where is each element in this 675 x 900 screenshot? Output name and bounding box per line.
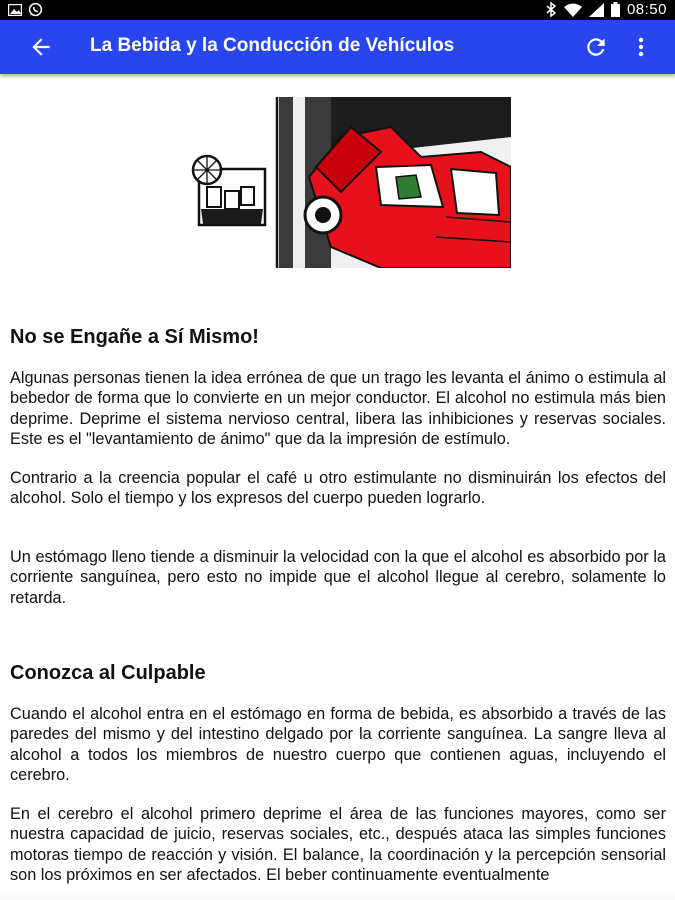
battery-icon <box>611 2 620 17</box>
bluetooth-icon <box>546 2 557 17</box>
paragraph: Un estómago lleno tiende a disminuir la velocidad con la que el alcohol es absorbido por la corriente sanguínea, pero esto no impide que el alcohol llegue al cerebro, solamente lo retarda. <box>10 548 666 607</box>
status-left-icons <box>8 2 43 17</box>
article-content[interactable] <box>0 74 675 900</box>
back-arrow-icon[interactable] <box>28 34 54 60</box>
app-bar <box>0 20 675 74</box>
section-heading: Conozca al Culpable <box>10 662 206 684</box>
overflow-menu-icon[interactable] <box>630 34 652 60</box>
image-icon <box>8 4 22 16</box>
crashed-car-icon <box>279 97 511 268</box>
bottom-fade <box>0 888 675 900</box>
section-heading: No se Engañe a Sí Mismo! <box>10 326 259 348</box>
paragraph: Contrario a la creencia popular el café u otro estimulante no disminuirán los efectos del alcohol. Solo el tiempo y los expresos del cuerpo pueden lograrlo. <box>10 469 666 508</box>
paragraph: Algunas personas tienen la idea errónea de que un trago les levanta el ánimo o estimula al bebedor de forma que lo convierte en un mejor conductor. El alcohol no estimula más bien deprime. Deprime el sistema nervioso central, libera las inhibiciones y reservas sociales. Este es el "levantamiento de ánimo" que da la impresión de estímulo. <box>10 369 666 448</box>
status-time: 08:50 <box>626 1 667 18</box>
signal-icon <box>589 3 604 17</box>
wifi-icon <box>564 3 582 17</box>
refresh-icon[interactable] <box>583 34 609 60</box>
status-bar <box>0 0 675 20</box>
status-right-icons <box>546 1 667 18</box>
paragraph: En el cerebro el alcohol primero deprime el área de las funciones mayores, como ser nuestra capacidad de juicio, reservas sociales, etc., después ataca las simples funciones motoras tiempo de reacción y visión. El balance, la coordinación y la percepción sensorial son los próximos en ser afectados. El beber continuamente eventualmente <box>10 805 666 884</box>
page-title: La Bebida y la Conducción de Vehículos <box>90 35 455 56</box>
paragraph: Cuando el alcohol entra en el estómago en forma de bebida, es absorbido a través de las paredes del mismo y del intestino delgado por la corriente sanguínea. La sangre lleva al alcohol a todos los miembros de nuestro cuerpo que contienen aguas, incluyendo el cerebro. <box>10 705 666 784</box>
drink-and-crash-illustration <box>181 97 511 268</box>
whatsapp-icon <box>28 2 43 17</box>
